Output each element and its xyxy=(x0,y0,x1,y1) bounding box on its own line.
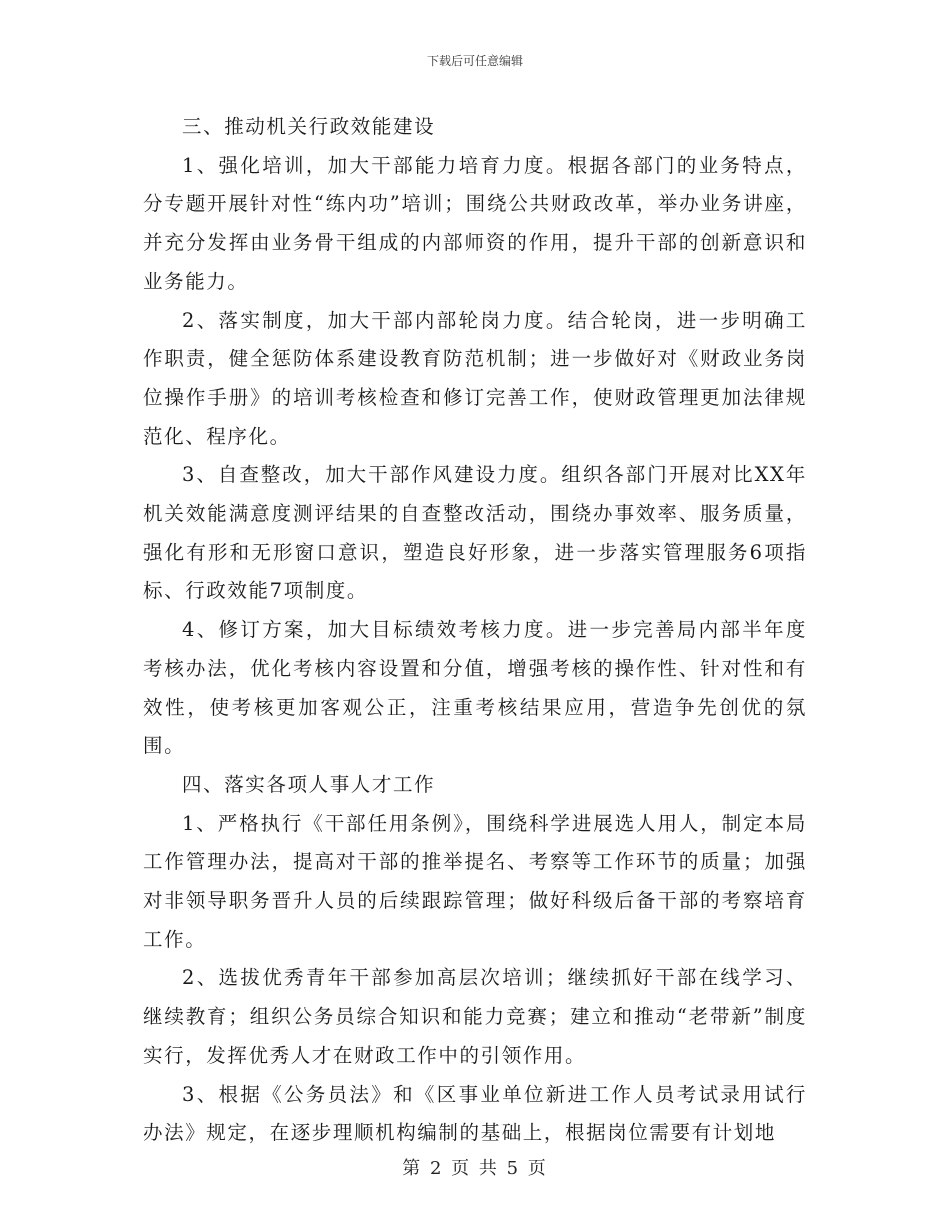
paragraph-4-3: 3、根据《公务员法》和《区事业单位新进工作人员考试录用试行办法》规定，在逐步理顺机构编制的基础上，根据岗位需要有计划地 xyxy=(143,1082,807,1145)
section-heading-3: 三、推动机关行政效能建设 xyxy=(182,115,436,138)
paragraph-4-2: 2、选拔优秀青年干部参加高层次培训；继续抓好干部在线学习、继续教育；组织公务员综合知识和能力竞赛；建立和推动“老带新”制度实行，发挥优秀人才在财政工作中的引领作用。 xyxy=(143,966,807,1067)
paragraph-4-1: 1、严格执行《干部任用条例》，围绕科学进展选人用人，制定本局工作管理办法，提高对干部的推举提名、考察等工作环节的质量；加强对非领导职务晋升人员的后续跟踪管理；做好科级后备干部的考察培育工作。 xyxy=(143,811,807,951)
paragraph-3-1: 1、强化培训，加大干部能力培育力度。根据各部门的业务特点，分专题开展针对性“练内功”培训；围绕公共财政改革，举办业务讲座，并充分发挥由业务骨干组成的内部师资的作用，提升干部的创新意识和业务能力。 xyxy=(143,153,807,293)
page-header: 下载后可任意编辑 xyxy=(426,54,523,68)
section-heading-4: 四、落实各项人事人才工作 xyxy=(182,772,436,796)
paragraph-3-3: 3、自查整改，加大干部作风建设力度。组织各部门开展对比XX年机关效能满意度测评结果的自查整改活动，围绕办事效率、服务质量，强化有形和无形窗口意识，塑造良好形象，进一步落实管理服务6项指标、行政效能7项制度。 xyxy=(143,463,807,603)
document-body xyxy=(143,108,807,1153)
paragraph-3-2: 2、落实制度，加大干部内部轮岗力度。结合轮岗，进一步明确工作职责，健全惩防体系建设教育防范机制；进一步做好对《财政业务岗位操作手册》的培训考核检查和修订完善工作，使财政管理更加法律规范化、程序化。 xyxy=(143,308,807,448)
paragraph-3-4: 4、修订方案，加大目标绩效考核力度。进一步完善局内部半年度考核办法，优化考核内容设置和分值，增强考核的操作性、针对性和有效性，使考核更加客观公正，注重考核结果应用，营造争先创优的氛围。 xyxy=(143,618,807,758)
page-number: 第 2 页 共 5 页 xyxy=(402,1158,548,1179)
